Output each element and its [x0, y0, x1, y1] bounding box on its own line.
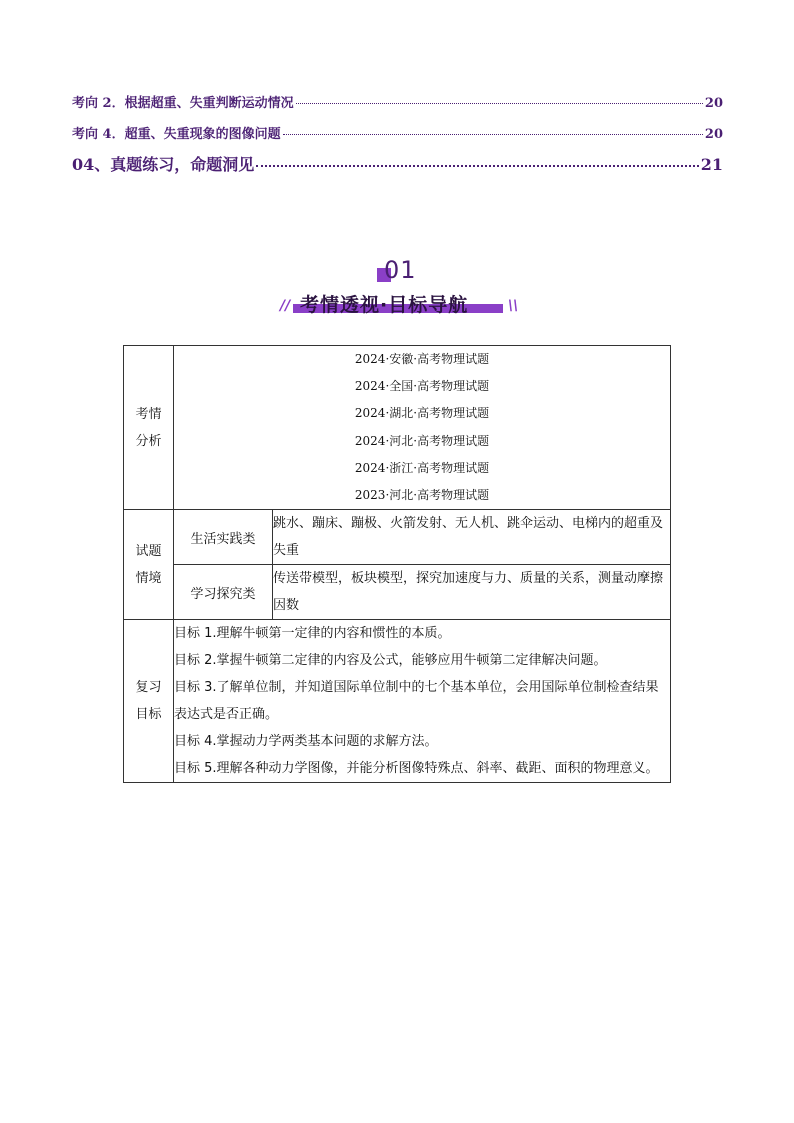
goal-item: 目标 5.理解各种动力学图像，并能分析图像特殊点、斜率、截距、面积的物理意义。 — [174, 761, 659, 777]
left-deco: // — [280, 298, 291, 314]
analysis-label: 考情 分析 — [135, 406, 162, 449]
scenario-label: 试题 情境 — [135, 543, 162, 586]
exam-overview-table — [123, 345, 671, 783]
exam-item: 2024·湖北·高考物理试题 — [354, 406, 490, 421]
exam-item: 2024·全国·高考物理试题 — [354, 379, 490, 394]
analysis-label-cell — [124, 346, 174, 510]
toc-entry-label: 考向 2．根据超重、失重判断运动情况 — [72, 96, 294, 111]
toc-entry[interactable] — [72, 155, 723, 175]
right-deco: \\ — [508, 298, 519, 314]
scenario-label-cell — [124, 510, 174, 620]
toc-entry-page: 20 — [704, 127, 723, 142]
toc-leader-dots — [256, 165, 698, 167]
toc-leader-dots — [283, 134, 703, 135]
toc-entry[interactable] — [72, 127, 723, 143]
toc-entry-label: 考向 4．超重、失重现象的图像问题 — [72, 127, 281, 142]
exam-item: 2024·浙江·高考物理试题 — [354, 460, 490, 475]
toc-entry-page: 20 — [704, 96, 723, 111]
section-title: 考情透视·目标导航 — [300, 294, 469, 316]
toc-entry-page: 21 — [700, 155, 723, 174]
goals-label-cell — [124, 620, 174, 783]
toc-entry-label: 04、真题练习，命题洞见 — [72, 155, 255, 174]
section-header — [0, 254, 794, 324]
goals-cell — [174, 620, 671, 783]
toc-entry[interactable] — [72, 96, 723, 112]
goal-item: 目标 2.掌握牛顿第二定律的内容及公式，能够应用牛顿第二定律解决问题。 — [174, 653, 607, 669]
table-row — [124, 510, 671, 565]
goal-item: 目标 4.掌握动力学两类基本问题的求解方法。 — [174, 734, 438, 750]
goal-item: 目标 3.了解单位制，并知道国际单位制中的七个基本单位，会用国际单位制检查结果表达式是否正确。 — [174, 680, 659, 723]
scenario-content: 跳水、蹦床、蹦极、火箭发射、无人机、跳伞运动、电梯内的超重及失重 — [273, 510, 671, 565]
exam-list-cell — [174, 346, 671, 510]
goals-label: 复习 目标 — [135, 680, 162, 723]
table-of-contents — [72, 96, 723, 175]
toc-leader-dots — [296, 103, 703, 104]
table-row — [124, 565, 671, 620]
scenario-type: 生活实践类 — [174, 510, 273, 565]
scenario-content: 传送带模型，板块模型，探究加速度与力、质量的关系，测量动摩擦因数 — [273, 565, 671, 620]
table-row — [124, 346, 671, 510]
section-number: 01 — [384, 256, 417, 284]
scenario-type: 学习探究类 — [174, 565, 273, 620]
exam-item: 2024·河北·高考物理试题 — [354, 433, 490, 448]
exam-item: 2024·安徽·高考物理试题 — [354, 352, 490, 366]
exam-item: 2023·河北·高考物理试题 — [354, 488, 490, 503]
goal-item: 目标 1.理解牛顿第一定律的内容和惯性的本质。 — [174, 626, 451, 642]
table-row — [124, 620, 671, 783]
